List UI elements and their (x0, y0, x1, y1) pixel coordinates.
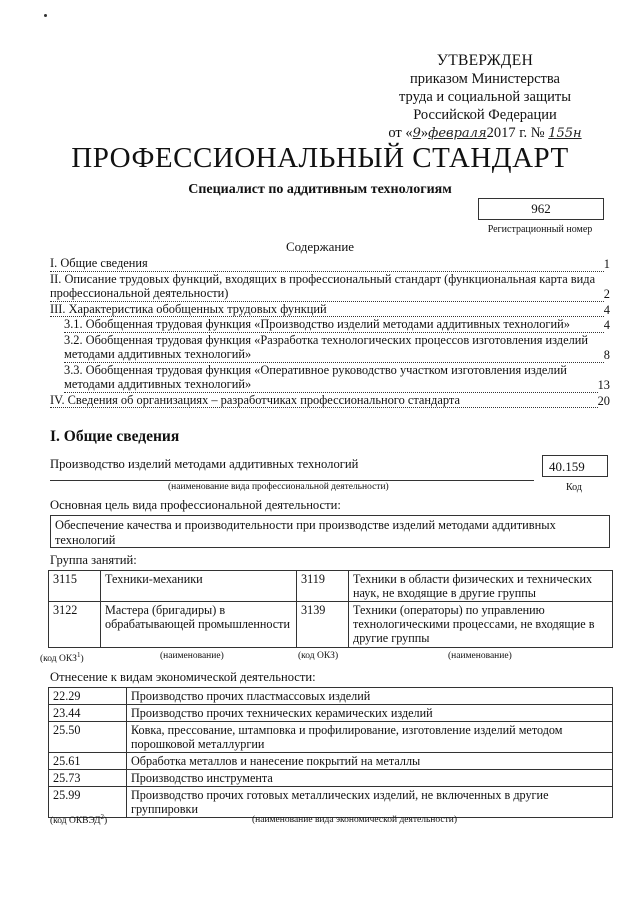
groups-table (48, 570, 613, 648)
approval-line: труда и социальной защиты (399, 89, 571, 105)
table-row (49, 571, 613, 602)
table-row (49, 722, 613, 753)
okz-code-cell: 3139 (297, 602, 349, 648)
activity-code-box: 40.159 (542, 455, 608, 477)
table-row (49, 770, 613, 787)
okved-name-cell: Ковка, прессование, штамповка и профилирование, изготовление изделий методом порошковой металлургии (127, 722, 613, 753)
groups-caption-name: (наименование) (160, 651, 224, 661)
okz-name-cell: Мастера (бригадиры) в обрабатывающей промышленности (101, 602, 297, 648)
okz-code-cell: 3119 (297, 571, 349, 602)
approval-block (360, 52, 610, 143)
econ-caption-name: (наименование вида экономической деятельности) (252, 815, 457, 825)
okved-code-cell: 22.29 (49, 688, 127, 705)
table-row (49, 787, 613, 818)
toc-entry[interactable]: I. Общие сведения 1 (50, 256, 610, 271)
groups-caption-code2: (код ОКЗ) (298, 651, 339, 661)
approval-title: УТВЕРЖДЕН (436, 52, 534, 69)
okz-name-cell: Техники-механики (101, 571, 297, 602)
approval-line: приказом Министерства (410, 71, 560, 87)
document-subtitle: Специалист по аддитивным технологиям (188, 182, 452, 197)
toc-entry[interactable]: III. Характеристика обобщенных трудовых функций 4 (50, 301, 610, 317)
activity-underline (50, 480, 534, 481)
handwritten-day: 9 (412, 126, 421, 141)
table-row (49, 688, 613, 705)
table-row (49, 602, 613, 648)
groups-heading: Группа занятий: (50, 553, 137, 567)
econ-table (48, 687, 613, 818)
okved-code-cell: 25.73 (49, 770, 127, 787)
toc-entry[interactable]: 3.3. Обобщенная трудовая функция «Оперативное руководство участком изготовления изделий методами аддитивных технологий» 13 (64, 362, 610, 392)
activity-kind: Производство изделий методами аддитивных технологий (50, 457, 359, 471)
okz-code-cell: 3115 (49, 571, 101, 602)
activity-code-caption: Код (566, 482, 582, 493)
table-row (49, 705, 613, 722)
okved-code-cell: 23.44 (49, 705, 127, 722)
econ-caption-code: (код ОКВЭД$^2$) (50, 813, 108, 827)
table-of-contents (50, 256, 610, 408)
toc-entry[interactable]: IV. Сведения об организациях – разработчиках профессионального стандарта 20 (50, 392, 610, 408)
okved-name-cell: Производство прочих технических керамических изделий (127, 705, 613, 722)
toc-entry[interactable]: 3.2. Обобщенная трудовая функция «Разработка технологических процессов изготовления изделий методами аддитивных технологий» 8 (64, 332, 610, 362)
okz-name-cell: Техники (операторы) по управлению технологическими процессами, не входящие в другие группы (349, 602, 613, 648)
toc-heading: Содержание (285, 239, 355, 254)
registration-number-box: 962 (478, 198, 604, 220)
okved-name-cell: Производство прочих пластмассовых изделий (127, 688, 613, 705)
table-row (49, 753, 613, 770)
toc-entry[interactable]: II. Описание трудовых функций, входящих в профессиональный стандарт (функциональная карта вида профессиональной деятельности) 2 (50, 271, 610, 301)
okved-name-cell: Обработка металлов и нанесение покрытий на металлы (127, 753, 613, 770)
groups-caption-name2: (наименование) (448, 651, 512, 661)
approval-line: Российской Федерации (413, 107, 557, 123)
goal-box: Обеспечение качества и производительности при производстве изделий методами аддитивных технологий (50, 515, 610, 548)
toc-entry[interactable]: 3.1. Обобщенная трудовая функция «Производство изделий методами аддитивных технологий» 4 (64, 317, 610, 332)
okz-name-cell: Техники в области физических и технических наук, не входящие в другие группы (349, 571, 613, 602)
section-heading: I. Общие сведения (50, 428, 180, 445)
handwritten-month: февраля (428, 126, 487, 141)
scan-speck (44, 14, 47, 17)
approval-date-line: от «9»февраля2017 г. № 155н (388, 125, 582, 141)
goal-heading: Основная цель вида профессиональной деятельности: (50, 498, 341, 512)
okved-code-cell: 25.61 (49, 753, 127, 770)
okz-code-cell: 3122 (49, 602, 101, 648)
okved-name-cell: Производство прочих готовых металлических изделий, не включенных в другие группировки (127, 787, 613, 818)
registration-number-caption: Регистрационный номер (487, 224, 593, 235)
groups-caption-code: (код ОКЗ$^1$) (40, 651, 84, 665)
activity-caption: (наименование вида профессиональной деятельности) (168, 482, 389, 492)
document-title: ПРОФЕССИОНАЛЬНЫЙ СТАНДАРТ (71, 142, 569, 174)
handwritten-number: 155н (548, 126, 582, 141)
okved-code-cell: 25.99 (49, 787, 127, 818)
okved-name-cell: Производство инструмента (127, 770, 613, 787)
econ-heading: Отнесение к видам экономической деятельности: (50, 670, 316, 684)
okved-code-cell: 25.50 (49, 722, 127, 753)
